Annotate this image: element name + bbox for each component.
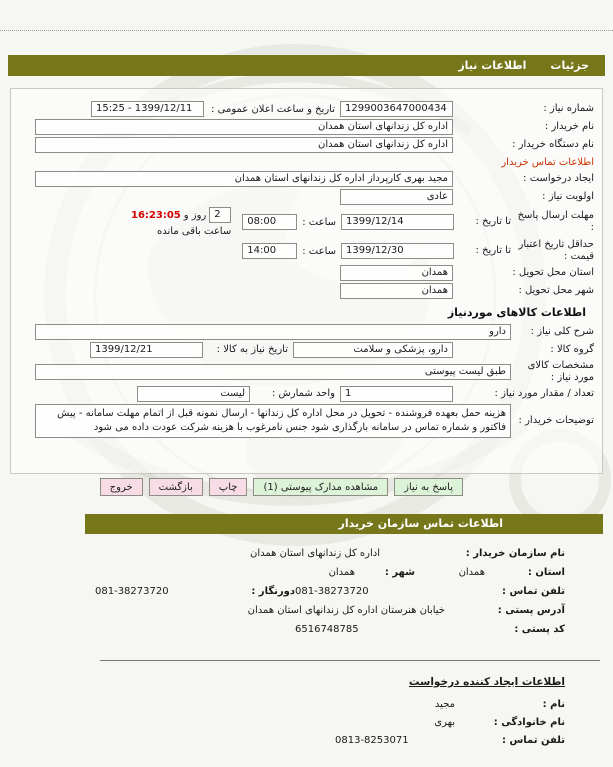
phone-fax-row — [20, 586, 565, 597]
contact-address-label: آدرس پستی : — [497, 605, 565, 616]
request-creator-section — [20, 676, 565, 753]
buyer-contact-row — [19, 155, 594, 169]
reply-deadline-date[interactable]: 1399/12/14 — [341, 214, 454, 230]
creator-first-name-row — [20, 699, 565, 710]
delivery-province-value[interactable]: همدان — [340, 265, 453, 281]
view-attachments-button[interactable]: مشاهده مدارک پیوستی (1) — [253, 478, 388, 496]
price-validity-time[interactable]: 14:00 — [242, 243, 297, 259]
goods-specs-label: مشخصات کالای مورد نیاز : — [527, 360, 594, 383]
section-divider — [100, 660, 600, 661]
print-button[interactable]: چاپ — [209, 478, 248, 496]
reply-deadline-row — [19, 207, 594, 237]
tab-details[interactable]: جزئیات — [550, 59, 589, 72]
need-number-value[interactable]: 1299003647000434 — [340, 101, 453, 117]
creator-phone-value: 0813-8253071 — [335, 735, 409, 746]
creator-first-name-value: مجید — [434, 699, 455, 710]
delivery-city-row — [19, 283, 594, 299]
delivery-province-row — [19, 265, 594, 281]
need-description-row — [19, 324, 594, 340]
buyer-name-value[interactable]: اداره کل زندانهای استان همدان — [35, 119, 453, 135]
goods-specs-row — [19, 360, 594, 384]
request-creator-label: ایجاد درخواست : — [523, 173, 594, 184]
buyer-notes-row — [19, 404, 594, 438]
need-date-label: تاریخ نیاز به کالا : — [216, 344, 288, 356]
countdown-remaining-suffix: ساعت باقی مانده — [157, 226, 232, 237]
quantity-label: تعداد / مقدار مورد نیاز : — [494, 388, 594, 399]
contact-city-label: شهر : — [384, 567, 415, 578]
contact-fax-value: 081-38273720 — [95, 586, 169, 597]
contact-province-value: همدان — [458, 567, 485, 578]
postal-code-value: 6516748785 — [295, 624, 359, 635]
creator-phone-row — [20, 735, 565, 746]
province-city-row — [20, 567, 565, 578]
buyer-contact-link[interactable]: اطلاعات تماس خریدار — [501, 156, 594, 168]
price-validity-until-label: تا تاریخ : — [475, 245, 511, 257]
buyer-notes-value[interactable]: هزینه حمل بعهده فروشنده - تحویل در محل اداره کل زندانها - ارسال نمونه قبل از اتمام مهلت سامانه - پیش فاکتور و شماره تماس در سامانه بارگذاری شود جنس نامرغوب با هزینه شرکت عودت داده می شود — [35, 404, 511, 438]
need-number-row — [19, 101, 594, 117]
countdown-days-value[interactable]: 2 — [209, 207, 231, 223]
countdown-time: 16:23:05 — [130, 209, 181, 221]
goods-group-row — [19, 342, 594, 358]
address-row — [20, 605, 565, 616]
unit-value[interactable]: لیست — [137, 386, 250, 402]
postal-code-row — [20, 624, 565, 635]
price-validity-label: حداقل تاریخ اعتبار قیمت : — [518, 239, 594, 262]
goods-specs-value[interactable]: طبق لیست پیوستی — [35, 364, 511, 380]
device-name-label: نام دستگاه خریدار : — [512, 139, 594, 150]
reply-deadline-time[interactable]: 08:00 — [242, 214, 297, 230]
creator-last-name-label: نام خانوادگی : — [493, 717, 565, 728]
need-description-value[interactable]: دارو — [35, 324, 511, 340]
tab-need-info[interactable]: اطلاعات نیاز — [458, 59, 527, 72]
need-info-panel — [10, 88, 603, 474]
top-divider — [0, 30, 613, 31]
priority-label: اولویت نیاز : — [542, 191, 594, 202]
device-name-row — [19, 137, 594, 153]
reply-deadline-until-label: تا تاریخ : — [475, 216, 511, 228]
exit-button[interactable]: خروج — [100, 478, 143, 496]
device-name-value[interactable]: اداره کل زندانهای استان همدان — [35, 137, 453, 153]
contact-city-value: همدان — [328, 567, 355, 578]
announce-datetime-value[interactable]: 15:25 - 1399/12/11 — [91, 101, 204, 117]
header-menu-bar — [8, 55, 605, 76]
need-number-label: شماره نیاز : — [543, 103, 594, 114]
remaining-time-countdown — [79, 207, 231, 237]
priority-row — [19, 189, 594, 205]
buyer-name-row — [19, 119, 594, 135]
postal-code-label: کد پستی : — [514, 624, 565, 635]
org-name-value: اداره کل زندانهای استان همدان — [249, 548, 380, 559]
buyer-notes-label: توضیحات خریدار : — [518, 415, 594, 426]
buyer-contact-section-title: اطلاعات تماس سازمان خریدار — [85, 514, 603, 534]
org-name-row — [20, 548, 565, 559]
goods-group-label: گروه کالا : — [550, 344, 594, 355]
goods-group-value[interactable]: دارو، پزشکی و سلامت — [293, 342, 453, 358]
reply-to-need-button[interactable]: پاسخ به نیاز — [394, 478, 463, 496]
creator-last-name-row — [20, 717, 565, 728]
request-creator-value[interactable]: مجید بهری کارپرداز اداره کل زندانهای استان همدان — [35, 171, 453, 187]
quantity-row — [19, 386, 594, 402]
delivery-province-label: استان محل تحویل : — [512, 267, 594, 278]
buyer-name-label: نام خریدار : — [544, 121, 594, 132]
contact-phone-label: تلفن تماس : — [501, 586, 565, 597]
back-button[interactable]: بازگشت — [149, 478, 203, 496]
contact-address-value: خیابان هنرستان اداره کل زندانهای استان همدان — [247, 605, 445, 616]
reply-deadline-label: مهلت ارسال پاسخ : — [517, 210, 594, 233]
need-description-label: شرح کلی نیاز : — [530, 326, 594, 337]
contact-province-label: استان : — [527, 567, 565, 578]
delivery-city-label: شهر محل تحویل : — [518, 285, 594, 296]
reply-deadline-time-label: ساعت : — [302, 216, 336, 228]
goods-section-title: اطلاعات کالاهای موردنیاز — [447, 306, 586, 319]
unit-label: واحد شمارش : — [271, 388, 335, 400]
creator-last-name-value: بهری — [434, 717, 455, 728]
delivery-city-value[interactable]: همدان — [340, 283, 453, 299]
contact-phone-value: 081-38273720 — [295, 586, 369, 597]
countdown-days-suffix: روز و — [183, 209, 207, 221]
announce-datetime-label: تاریخ و ساعت اعلان عمومی : — [211, 103, 335, 115]
quantity-value[interactable]: 1 — [340, 386, 453, 402]
action-buttons — [100, 478, 463, 496]
price-validity-row — [19, 239, 594, 263]
priority-value[interactable]: عادی — [340, 189, 453, 205]
price-validity-date[interactable]: 1399/12/30 — [341, 243, 454, 259]
price-validity-time-label: ساعت : — [302, 245, 336, 257]
request-creator-row — [19, 171, 594, 187]
creator-phone-label: تلفن تماس : — [501, 735, 565, 746]
org-name-label: نام سازمان خریدار : — [465, 548, 565, 559]
creator-first-name-label: نام : — [542, 699, 565, 710]
need-date-value[interactable]: 1399/12/21 — [90, 342, 203, 358]
buyer-contact-section — [20, 548, 565, 643]
contact-fax-label: دورنگار : — [251, 586, 295, 597]
request-creator-section-title: اطلاعات ایجاد کننده درخواست — [408, 676, 565, 688]
